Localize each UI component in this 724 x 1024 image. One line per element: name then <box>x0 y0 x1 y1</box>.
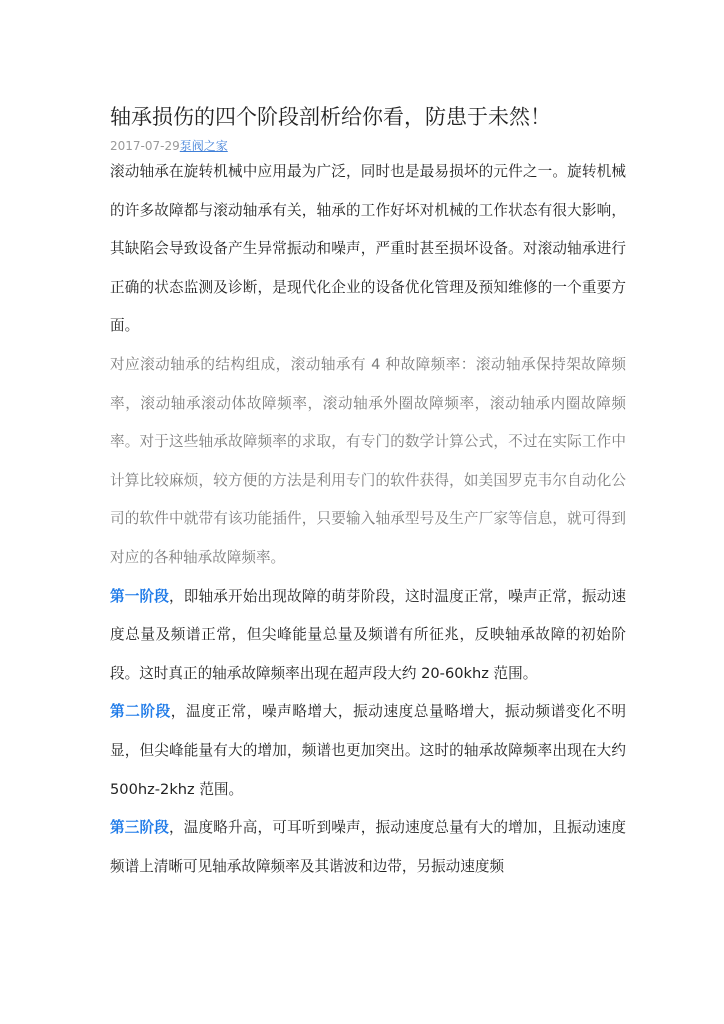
stage-2-paragraph <box>110 693 626 809</box>
stage-3-paragraph <box>110 809 626 886</box>
stage-1-label: 第一阶段 <box>110 587 169 605</box>
source-link[interactable]: 泵阀之家 <box>179 139 228 153</box>
intro-paragraph: 滚动轴承在旋转机械中应用最为广泛，同时也是最易损坏的元件之一。旋转机械的许多故障都与滚动轴承有关，轴承的工作好坏对机械的工作状态有很大影响，其缺陷会导致设备产生异常振动和噪声，严重时甚至损坏设备。对滚动轴承进行正确的状态监测及诊断，是现代化企业的设备优化管理及预知维修的一个重要方面。 <box>110 163 626 335</box>
frequency-paragraph: 对应滚动轴承的结构组成，滚动轴承有 4 种故障频率：滚动轴承保持架故障频率，滚动轴承滚动体故障频率，滚动轴承外圈故障频率，滚动轴承内圈故障频率。对于这些轴承故障频率的求取，有专门的数学计算公式，不过在实际工作中计算比较麻烦，较方便的方法是利用专门的软件获得，如美国罗克韦尔自动化公司的软件中就带有该功能插件，只要输入轴承型号及生产厂家等信息，就可得到对应的各种轴承故障频率。 <box>110 355 626 566</box>
stage-2-label: 第二阶段 <box>110 703 171 721</box>
stage-2-text: ，温度正常，噪声略增大，振动速度总量略增大，振动频谱变化不明显，但尖峰能量有大的增加，频谱也更加突出。这时的轴承故障频率出现在大约 500hz-2khz 范围。 <box>110 703 626 798</box>
article <box>110 101 626 886</box>
stage-1-paragraph <box>110 578 626 694</box>
article-title: 轴承损伤的四个阶段剖析给你看，防患于未然！ <box>110 105 551 129</box>
stage-3-text: ，温度略升高，可耳听到噪声，振动速度总量有大的增加，且振动速度频谱上清晰可见轴承故障频率及其谐波和边带，另振动速度频 <box>110 819 626 875</box>
article-meta <box>110 138 626 154</box>
stage-1-text: ，即轴承开始出现故障的萌芽阶段，这时温度正常，噪声正常，振动速度总量及频谱正常，但尖峰能量总量及频谱有所征兆，反映轴承故障的初始阶段。这时真正的轴承故障频率出现在超声段大约 20-60khz 范围。 <box>110 587 626 682</box>
stage-3-label: 第三阶段 <box>110 819 169 837</box>
publish-date: 2017-07-29 <box>110 139 180 153</box>
